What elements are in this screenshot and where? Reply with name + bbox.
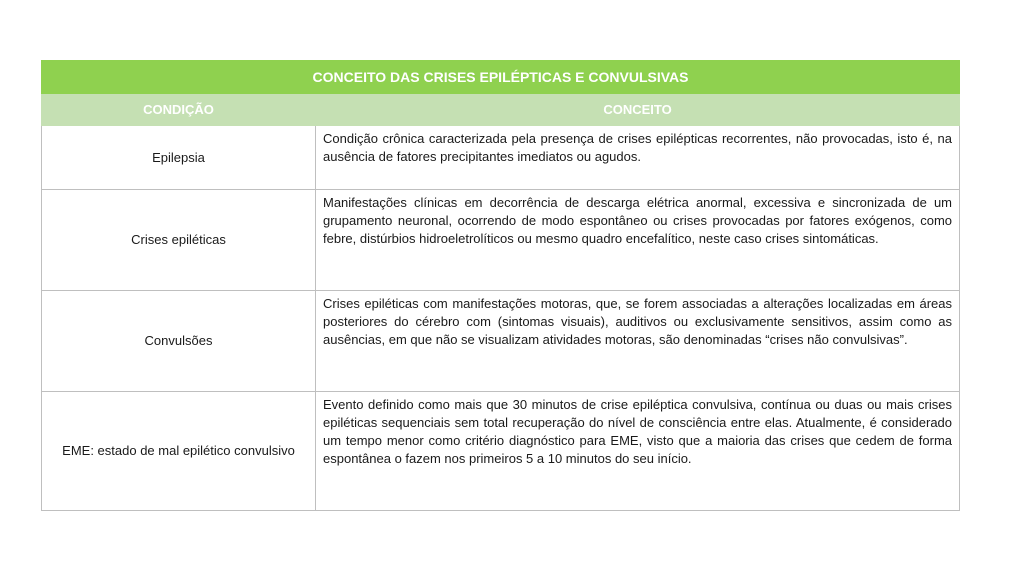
- table-row: [42, 392, 960, 511]
- table-row: [42, 126, 960, 190]
- concept-cell: Manifestações clínicas em decorrência de descarga elétrica anormal, excessiva e sincronizada de um grupamento neuronal, ocorrendo de modo espontâneo ou crises provocadas por fatores exógenos, como febre, distúrbios hidroeletrolíticos ou mesmo quadro encefalítico, neste caso crises sintomáticas.: [316, 190, 960, 291]
- table-title: CONCEITO DAS CRISES EPILÉPTICAS E CONVULSIVAS: [42, 61, 960, 94]
- concept-cell: Evento definido como mais que 30 minutos de crise epiléptica convulsiva, contínua ou duas ou mais crises epiléticas sequenciais sem total recuperação do nível de consciência entre elas. Atualmente, é considerado um tempo menor como critério diagnóstico para EME, visto que a maioria das crises que cedem de forma espontânea o fazem nos primeiros 5 a 10 minutos do seu início.: [316, 392, 960, 511]
- table-row: [42, 291, 960, 392]
- concept-table: [41, 60, 960, 511]
- condition-cell: Crises epiléticas: [42, 190, 316, 291]
- column-header-condition: CONDIÇÃO: [42, 94, 316, 126]
- condition-cell: EME: estado de mal epilético convulsivo: [42, 392, 316, 511]
- column-header-concept: CONCEITO: [316, 94, 960, 126]
- condition-cell: Epilepsia: [42, 126, 316, 190]
- concept-table-container: [41, 60, 959, 511]
- concept-cell: Crises epiléticas com manifestações motoras, que, se forem associadas a alterações localizadas em áreas posteriores do cérebro com (sintomas visuais), auditivos ou exclusivamente sensitivos, assim como as ausências, em que não se visualizam atividades motoras, são denominadas “crises não convulsivas”.: [316, 291, 960, 392]
- table-title-row: [42, 61, 960, 94]
- concept-cell: Condição crônica caracterizada pela presença de crises epilépticas recorrentes, não provocadas, isto é, na ausência de fatores precipitantes imediatos ou agudos.: [316, 126, 960, 190]
- table-header-row: [42, 94, 960, 126]
- table-row: [42, 190, 960, 291]
- condition-cell: Convulsões: [42, 291, 316, 392]
